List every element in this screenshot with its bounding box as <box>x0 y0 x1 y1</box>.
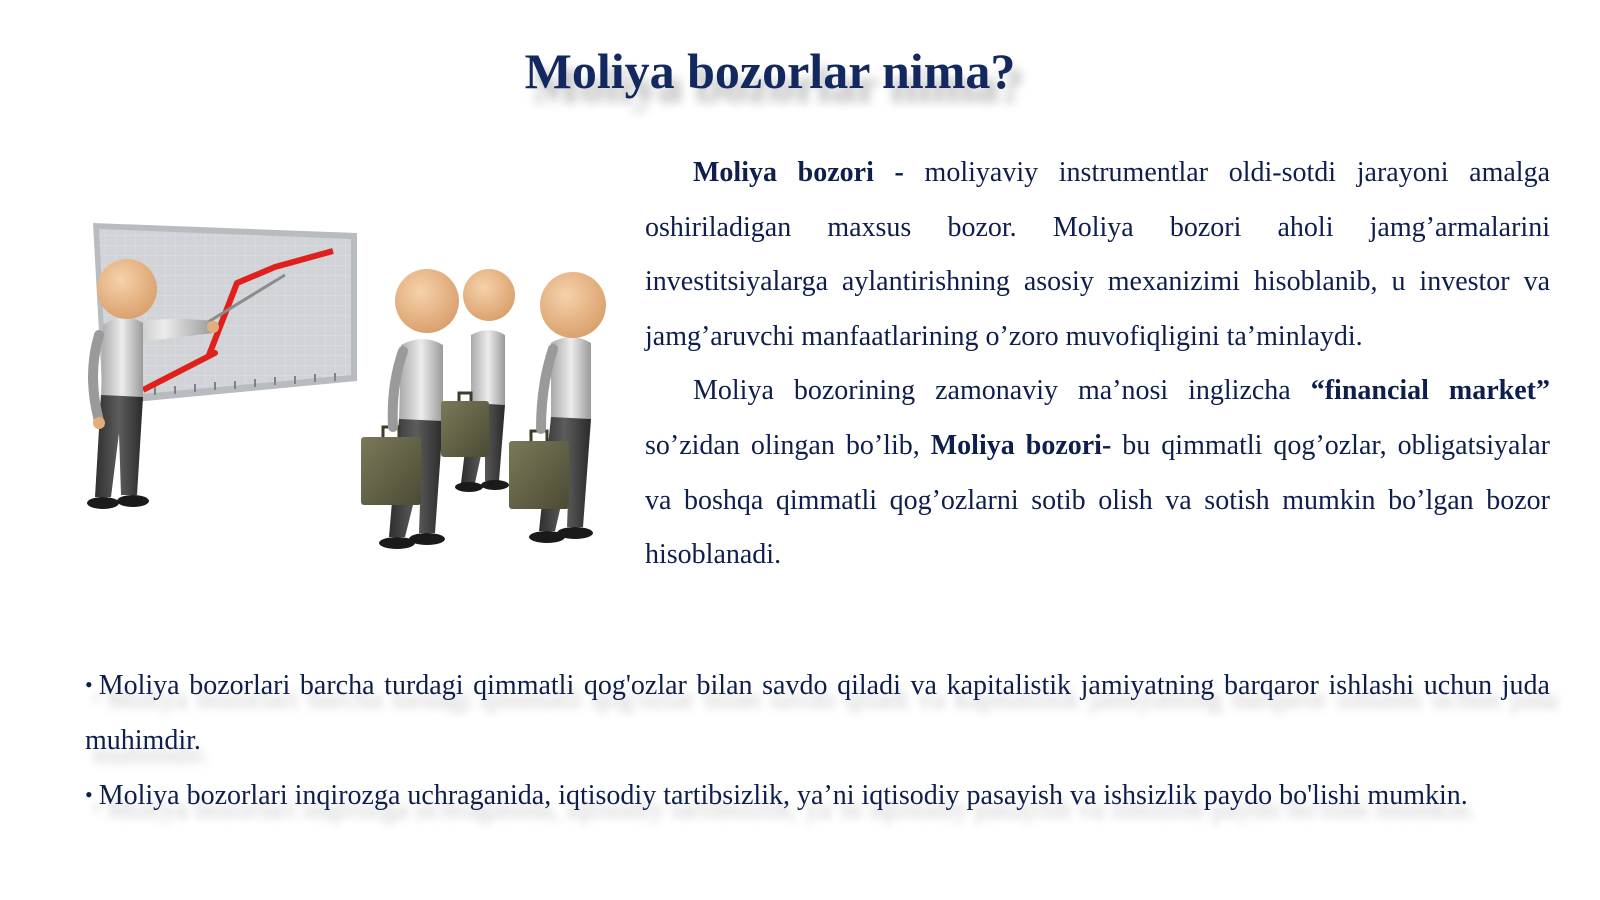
intro-paragraph-2-text-c: bu qimmatli qog’ozlar, obligatsiyalar va boshqa qimmatli qog’ozlarni sotib olish va sotish mumkin bo’lgan bozor hisoblanadi. <box>645 429 1550 571</box>
presentation-chart-people-icon <box>85 215 625 560</box>
intro-paragraph-2-text-b: so’zidan olingan bo’lib, <box>645 429 931 461</box>
intro-paragraph-2-text-a: Moliya bozorining zamonaviy ma’nosi inglizcha <box>693 375 1311 407</box>
bullet-marker: • <box>85 672 93 697</box>
presentation-illustration <box>85 215 625 560</box>
intro-paragraph-1-text: moliyaviy instrumentlar oldi-sotdi jarayoni amalga oshiriladigan maxsus bozor. Moliya bozori aholi jamg’armalarini investitsiyalarga aylantirishning asosiy mexanizimi hisoblanib, u investor va jamg’aruvchi manfaatlarining o’zoro muvofiqligini ta’minlaydi. <box>645 157 1550 352</box>
bullet-text: Moliya bozorlari inqirozga uchraganida, iqtisodiy tartibsizlik, ya’ni iqtisodiy pasayish va ishsizlik paydo bo'lishi mumkin. <box>98 780 1468 812</box>
businessman-figure-3 <box>509 272 606 543</box>
slide-title: Moliya bozorlar nima? <box>524 43 1016 99</box>
bullet-marker: • <box>85 782 93 808</box>
term-moliya-bozori-2: Moliya bozori- <box>930 429 1112 461</box>
bullet-text: Moliya bozorlari barcha turdagi qimmatli qog'ozlar bilan savdo qiladi va kapitalistik jamiyatning barqaror ishlashi uchun juda muhimdir. <box>85 670 1550 756</box>
term-moliya-bozori: Moliya bozori - <box>693 157 904 188</box>
intro-text <box>645 146 1550 583</box>
intro-paragraph-1 <box>645 146 1550 364</box>
bullet-item <box>85 658 1550 768</box>
term-financial-market: “financial market” <box>1310 375 1550 407</box>
bullet-item <box>85 768 1550 824</box>
bullet-list <box>85 658 1550 824</box>
intro-paragraph-2 <box>645 364 1550 582</box>
